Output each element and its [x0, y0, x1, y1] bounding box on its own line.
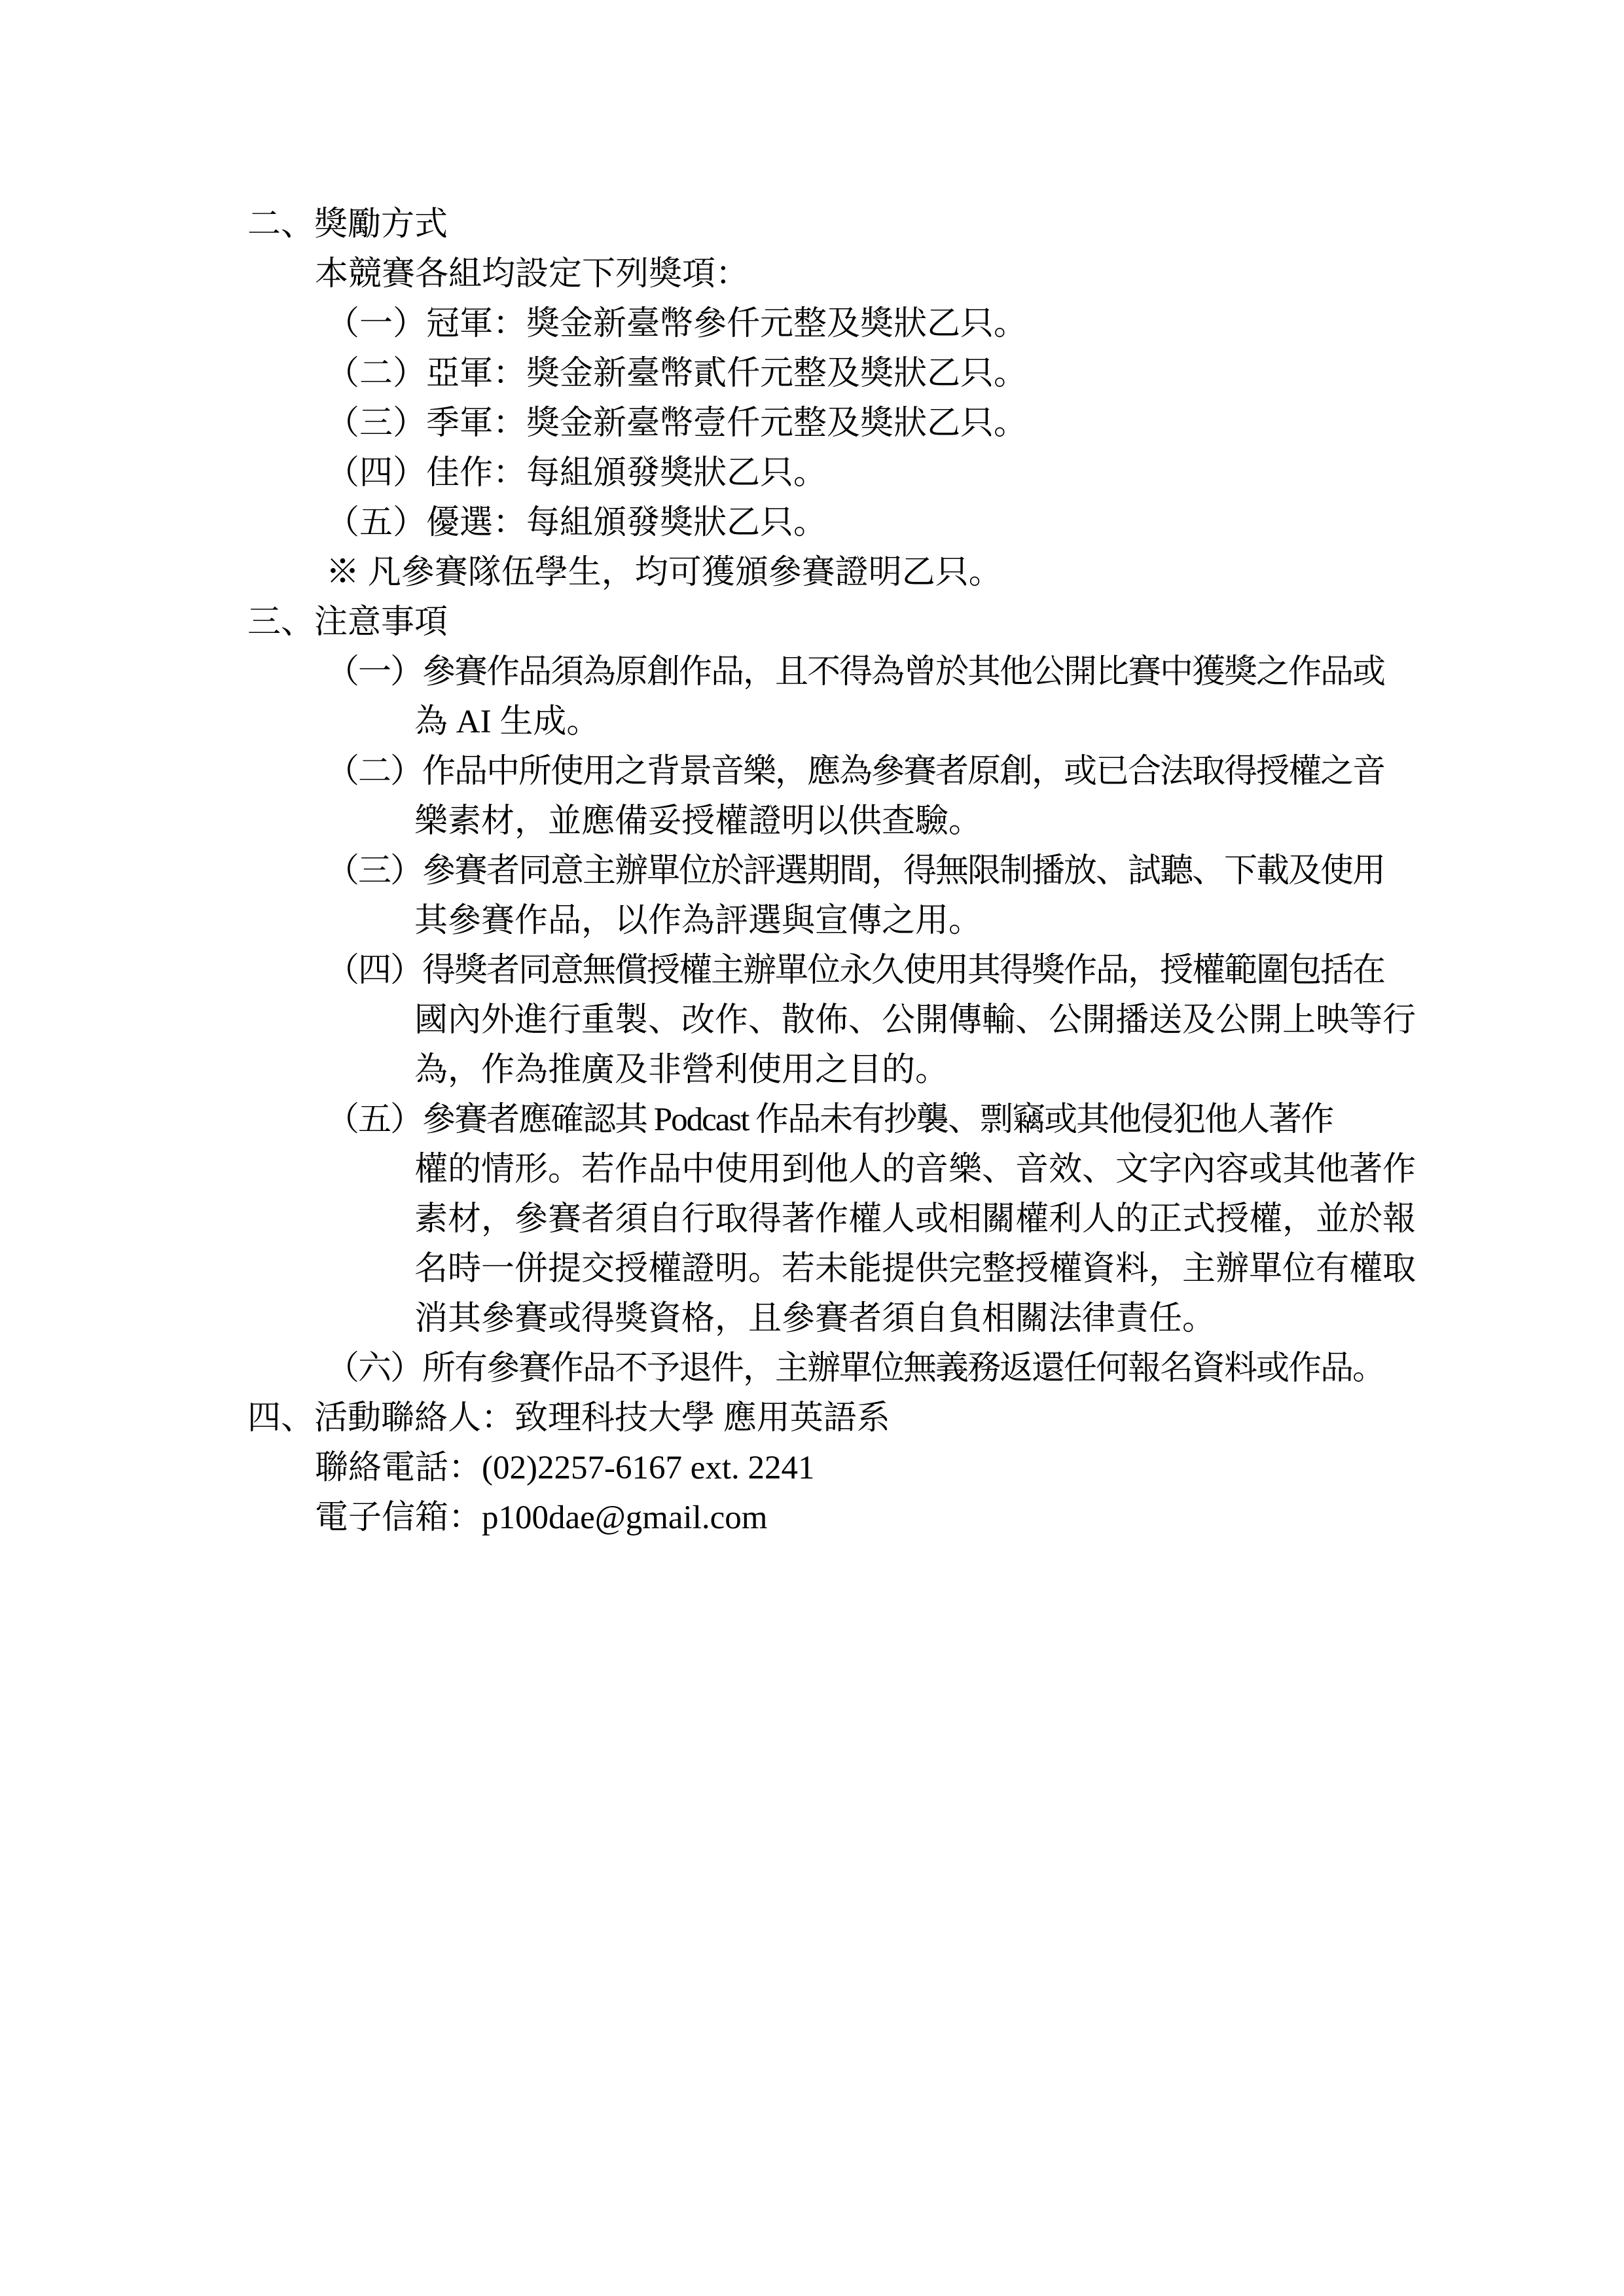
- paragraph-line: 聯絡電話：(02)2257-6167 ext. 2241: [315, 1450, 815, 1486]
- list-item-continuation-line: 權的情形。若作品中使用到他人的音樂、音效、文字內容或其他著作: [414, 1151, 1416, 1188]
- list-item-line: （一）參賽作品須為原創作品，且不得為曾於其他公開比賽中獲獎之作品或: [326, 654, 1385, 691]
- list-item-line: （五）優選：每組頒發獎狀乙只。: [326, 505, 827, 541]
- section-heading: 三、注意事項: [247, 604, 448, 641]
- section-heading: 二、獎勵方式: [247, 206, 448, 243]
- list-item-continuation-line: 名時一併提交授權證明。若未能提供完整授權資料，主辦單位有權取: [414, 1251, 1416, 1287]
- paragraph-line: 本競賽各組均設定下列獎項：: [315, 256, 749, 293]
- list-item-line: （四）得獎者同意無償授權主辦單位永久使用其得獎作品，授權範圍包括在: [326, 952, 1385, 989]
- list-item-continuation-line: 為 AI 生成。: [414, 704, 600, 740]
- list-item-line: （三）參賽者同意主辦單位於評選期間，得無限制播放、試聽、下載及使用: [326, 853, 1385, 889]
- list-item-continuation-line: 國內外進行重製、改作、散佈、公開傳輸、公開播送及公開上映等行: [414, 1002, 1416, 1039]
- list-item-line: （二）作品中所使用之背景音樂，應為參賽者原創，或已合法取得授權之音: [326, 753, 1385, 790]
- paragraph-line: 電子信箱：p100dae@gmail.com: [315, 1499, 768, 1536]
- list-item-continuation-line: 消其參賽或得獎資格，且參賽者須自負相關法律責任。: [414, 1300, 1216, 1337]
- list-item-continuation-line: 其參賽作品，以作為評選與宣傳之用。: [414, 903, 983, 939]
- document-body: [0, 200, 1624, 1543]
- list-item-line: （一）冠軍：獎金新臺幣參仟元整及獎狀乙只。: [326, 306, 1028, 342]
- list-item-continuation-line: 為，作為推廣及非營利使用之目的。: [414, 1052, 949, 1088]
- list-item-line: （四）佳作：每組頒發獎狀乙只。: [326, 455, 827, 492]
- list-item-continuation-line: 樂素材，並應備妥授權證明以供查驗。: [414, 803, 983, 840]
- list-item-line: （五）參賽者應確認其 Podcast 作品未有抄襲、剽竊或其他侵犯他人著作: [326, 1102, 1333, 1138]
- list-item-line: （二）亞軍：獎金新臺幣貳仟元整及獎狀乙只。: [326, 355, 1028, 392]
- list-item-line: （六）所有參賽作品不予退件，主辦單位無義務返還任何報名資料或作品。: [326, 1350, 1385, 1387]
- section-heading: 四、活動聯絡人：致理科技大學 應用英語系: [247, 1400, 890, 1437]
- list-item-line: ※ 凡參賽隊伍學生，均可獲頒參賽證明乙只。: [326, 554, 1002, 591]
- list-item-line: （三）季軍：獎金新臺幣壹仟元整及獎狀乙只。: [326, 405, 1028, 442]
- list-item-continuation-line: 素材，參賽者須自行取得著作權人或相關權利人的正式授權，並於報: [414, 1201, 1416, 1238]
